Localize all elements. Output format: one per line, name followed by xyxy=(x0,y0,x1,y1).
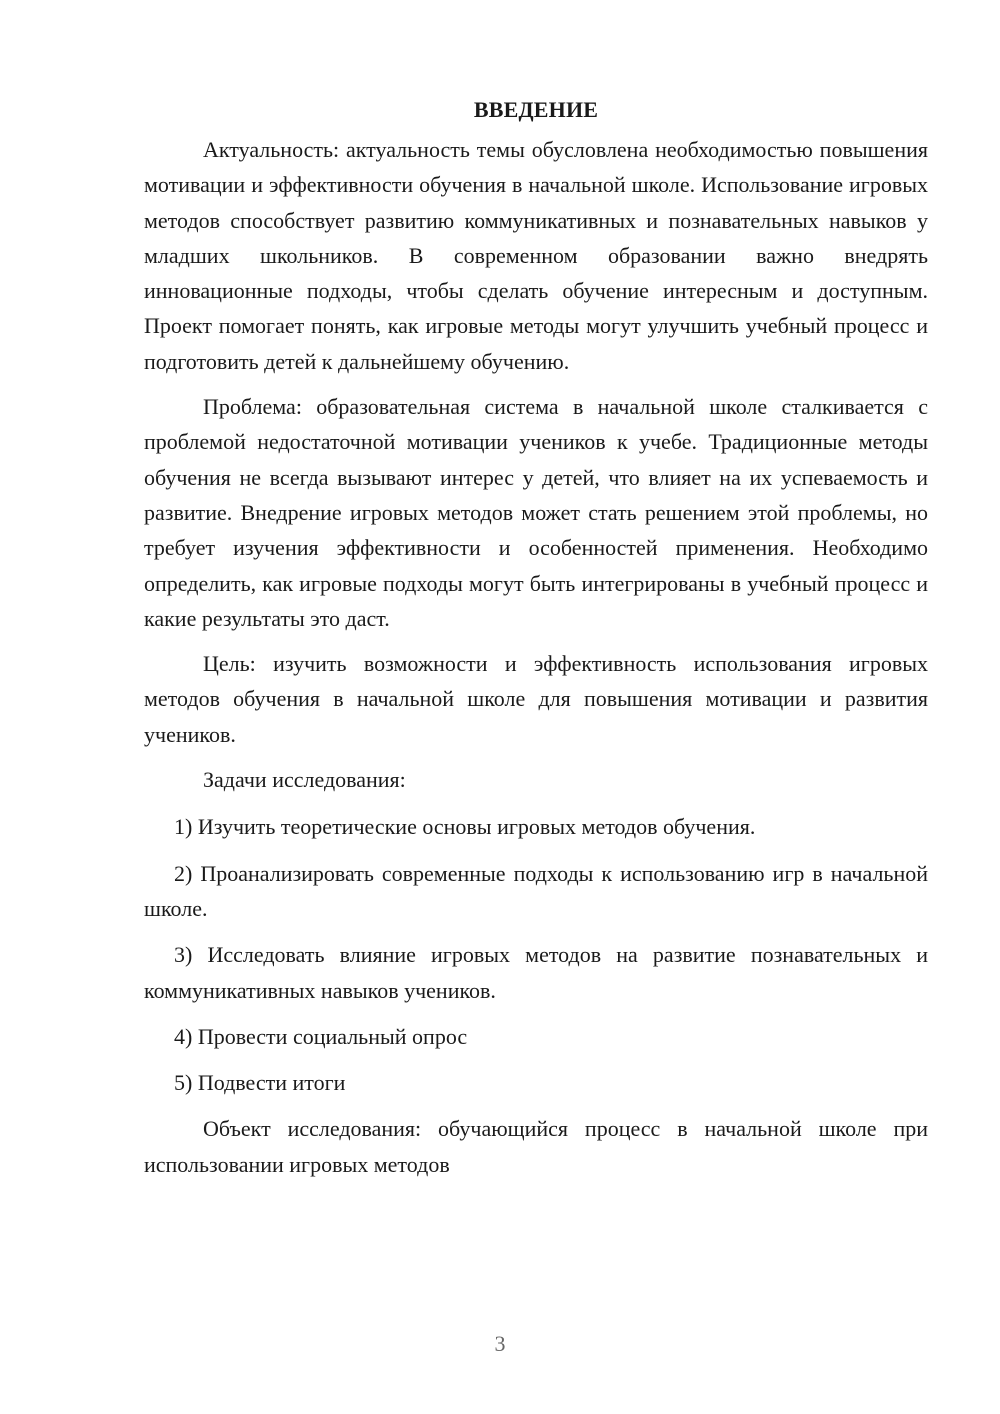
task-item-1: 1) Изучить теоретические основы игровых методов обучения. xyxy=(174,814,756,840)
tasks-title: Задачи исследования: xyxy=(203,767,406,793)
object-paragraph: Объект исследования: обучающийся процесс в начальной школе при использовании игровых методов xyxy=(144,1116,928,1177)
tasks-list xyxy=(144,809,928,1100)
page-number: 3 xyxy=(494,1331,506,1356)
problem-paragraph: Проблема: образовательная система в начальной школе сталкивается с проблемой недостаточной мотивации учеников к учебе. Традиционные методы обучения не всегда вызывают интерес у детей, что влияет на их успеваемость и развитие. Внедрение игровых методов может стать решением этой проблемы, но требует изучения эффективности и особенностей применения. Необходимо определить, как игровые подходы могут быть интегрированы в учебный процесс и какие результаты это даст. xyxy=(144,394,928,631)
goal-paragraph: Цель: изучить возможности и эффективность использования игровых методов обучения в начальной школе для повышения мотивации и развития учеников. xyxy=(144,651,928,747)
task-item-3: 3) Исследовать влияние игровых методов на развитие познавательных и коммуникативных навыков учеников. xyxy=(144,942,928,1003)
task-item-2: 2) Проанализировать современные подходы к использованию игр в начальной школе. xyxy=(144,860,928,921)
section-heading: ВВЕДЕНИЕ xyxy=(473,97,599,122)
document-page xyxy=(144,92,928,1192)
task-item-5: 5) Подвести итоги xyxy=(174,1070,346,1096)
task-item-4: 4) Провести социальный опрос xyxy=(174,1023,468,1049)
relevance-paragraph: Актуальность: актуальность темы обусловлена необходимостью повышения мотивации и эффективности обучения в начальной школе. Использование игровых методов способствует развитию коммуникативных и познавательных навыков у младших школьников. В современном образовании важно внедрять инновационные подходы, чтобы сделать обучение интересным и доступным. Проект помогает понять, как игровые методы могут улучшить учебный процесс и подготовить детей к дальнейшему обучению. xyxy=(144,137,928,374)
